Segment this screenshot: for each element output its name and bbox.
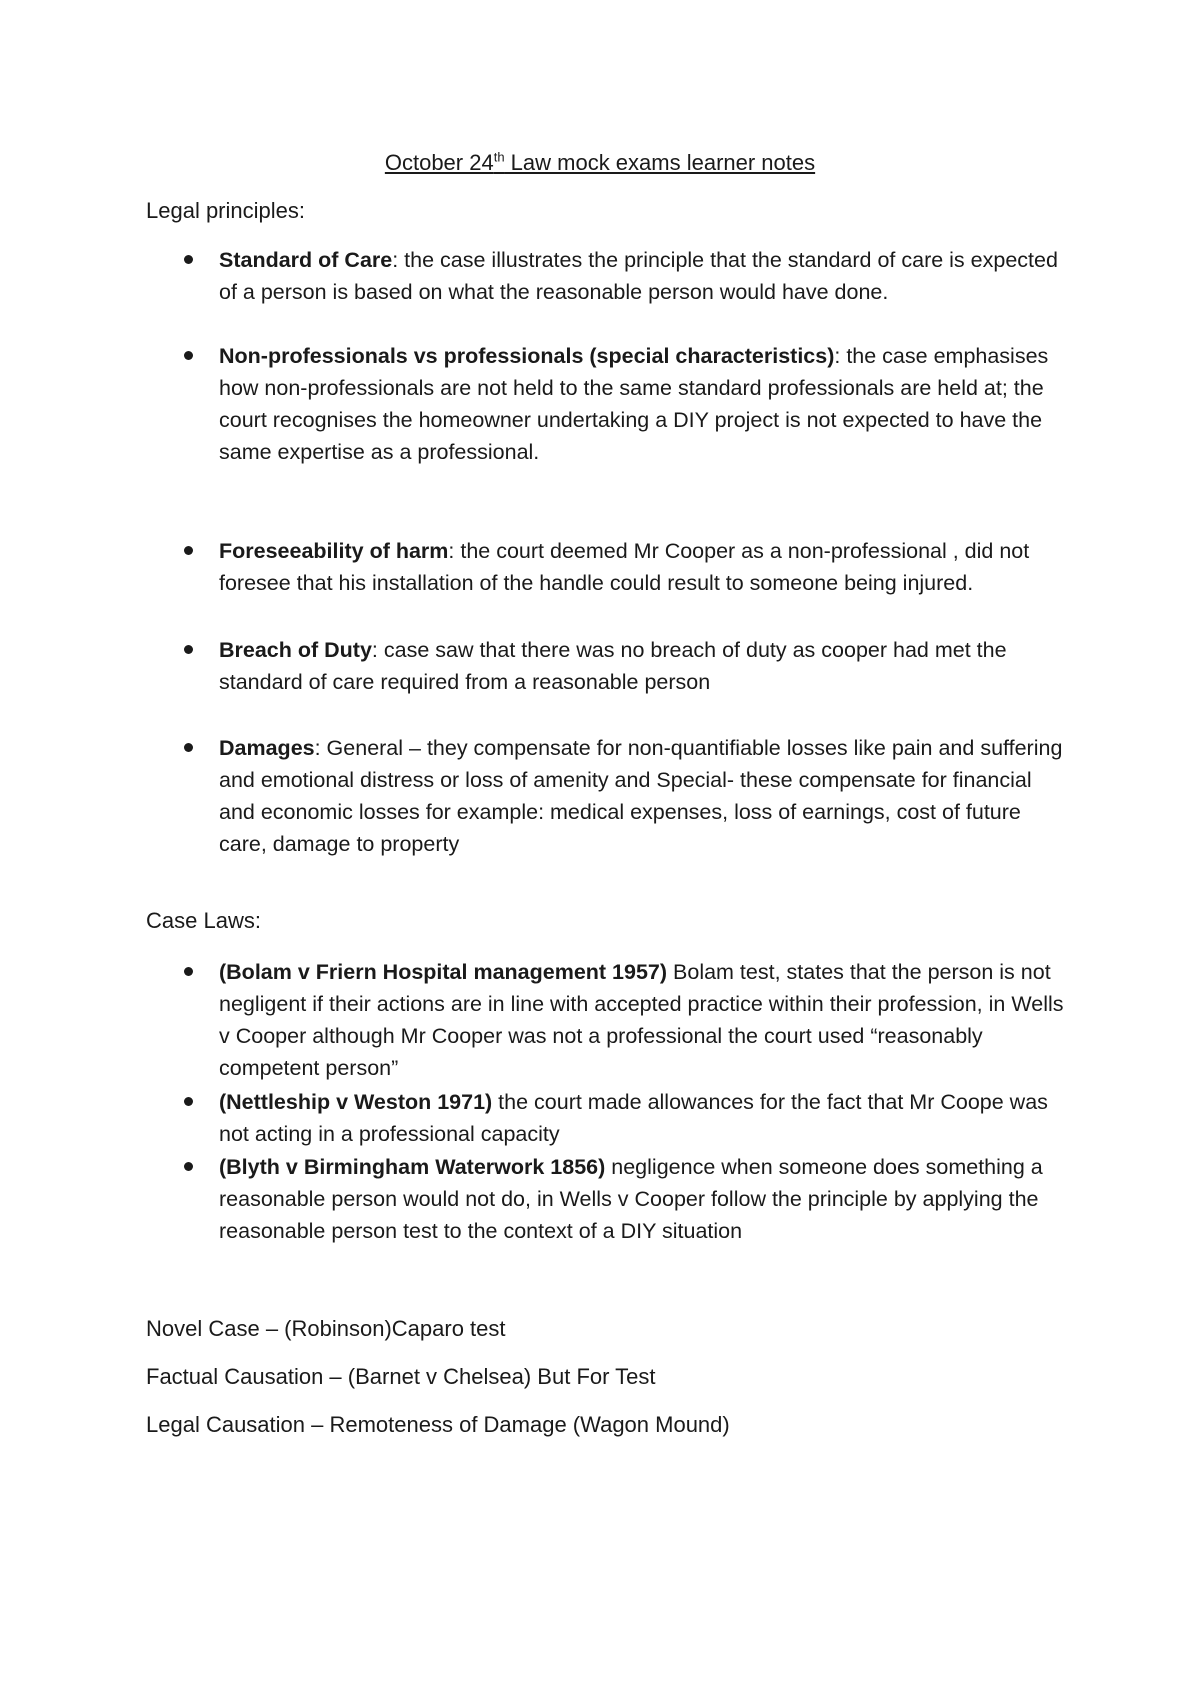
list-item bbox=[174, 1151, 1064, 1247]
bullet-icon bbox=[184, 351, 193, 360]
list-item bbox=[174, 956, 1064, 1084]
bullet-icon bbox=[184, 546, 193, 555]
bullet-icon bbox=[184, 743, 193, 752]
bullet-icon bbox=[184, 255, 193, 264]
legal-principles-heading: Legal principles: bbox=[146, 198, 305, 223]
bullet-icon bbox=[184, 1162, 193, 1171]
list-item bbox=[174, 535, 1064, 599]
principle-term: Damages bbox=[219, 736, 315, 760]
novel-case-line: Novel Case – (Robinson)Caparo test bbox=[146, 1316, 506, 1341]
title-superscript: th bbox=[493, 149, 505, 165]
list-item bbox=[174, 732, 1064, 860]
title-prefix: October 24 bbox=[384, 150, 494, 175]
bullet-icon bbox=[184, 967, 193, 976]
list-item bbox=[174, 244, 1064, 308]
bullet-icon bbox=[184, 1097, 193, 1106]
case-text: Bolam test, states that the person is not negligent if their actions are in line with accepted practice within their profession, in Wells v Cooper although Mr Cooper was not a professional the court used “reasonably competent person” bbox=[219, 960, 1064, 1080]
principle-term: Non-professionals vs professionals (special characteristics) bbox=[219, 344, 835, 368]
list-item bbox=[174, 634, 1064, 698]
case-text: the court made allowances for the fact that Mr Coope was not acting in a professional capacity bbox=[219, 1090, 1048, 1146]
list-item bbox=[174, 1086, 1064, 1150]
legal-causation-line: Legal Causation – Remoteness of Damage (Wagon Mound) bbox=[146, 1412, 730, 1437]
case-term: (Blyth v Birmingham Waterwork 1856) bbox=[219, 1155, 606, 1179]
principle-term: Standard of Care bbox=[219, 248, 393, 272]
list-item bbox=[174, 340, 1064, 468]
principle-text: : General – they compensate for non-quantifiable losses like pain and suffering and emotional distress or loss of amenity and Special- these compensate for financial and economic losses for example: medical expenses, loss of earnings, cost of future care, damage to property bbox=[219, 736, 1063, 856]
title-suffix: Law mock exams learner notes bbox=[504, 150, 816, 175]
principle-text: : the court deemed Mr Cooper as a non-professional , did not foresee that his installation of the handle could result to someone being injured. bbox=[219, 539, 1030, 595]
principle-term: Foreseeability of harm bbox=[219, 539, 449, 563]
case-term: (Nettleship v Weston 1971) bbox=[219, 1090, 493, 1114]
principle-term: Breach of Duty bbox=[219, 638, 372, 662]
bullet-icon bbox=[184, 645, 193, 654]
case-term: (Bolam v Friern Hospital management 1957) bbox=[219, 960, 668, 984]
principle-text: : case saw that there was no breach of duty as cooper had met the standard of care required from a reasonable person bbox=[219, 638, 1007, 694]
case-text: negligence when someone does something a reasonable person would not do, in Wells v Cooper follow the principle by applying the reasonable person test to the context of a DIY situation bbox=[219, 1155, 1043, 1243]
document-title bbox=[0, 148, 1200, 178]
principle-text: : the case illustrates the principle that the standard of care is expected of a person is based on what the reasonable person would have done. bbox=[219, 248, 1058, 304]
case-laws-heading: Case Laws: bbox=[146, 908, 261, 933]
factual-causation-line: Factual Causation – (Barnet v Chelsea) But For Test bbox=[146, 1364, 656, 1389]
principle-text: : the case emphasises how non-professionals are not held to the same standard professionals are held at; the court recognises the homeowner undertaking a DIY project is not expected to have the same expertise as a professional. bbox=[219, 344, 1049, 464]
